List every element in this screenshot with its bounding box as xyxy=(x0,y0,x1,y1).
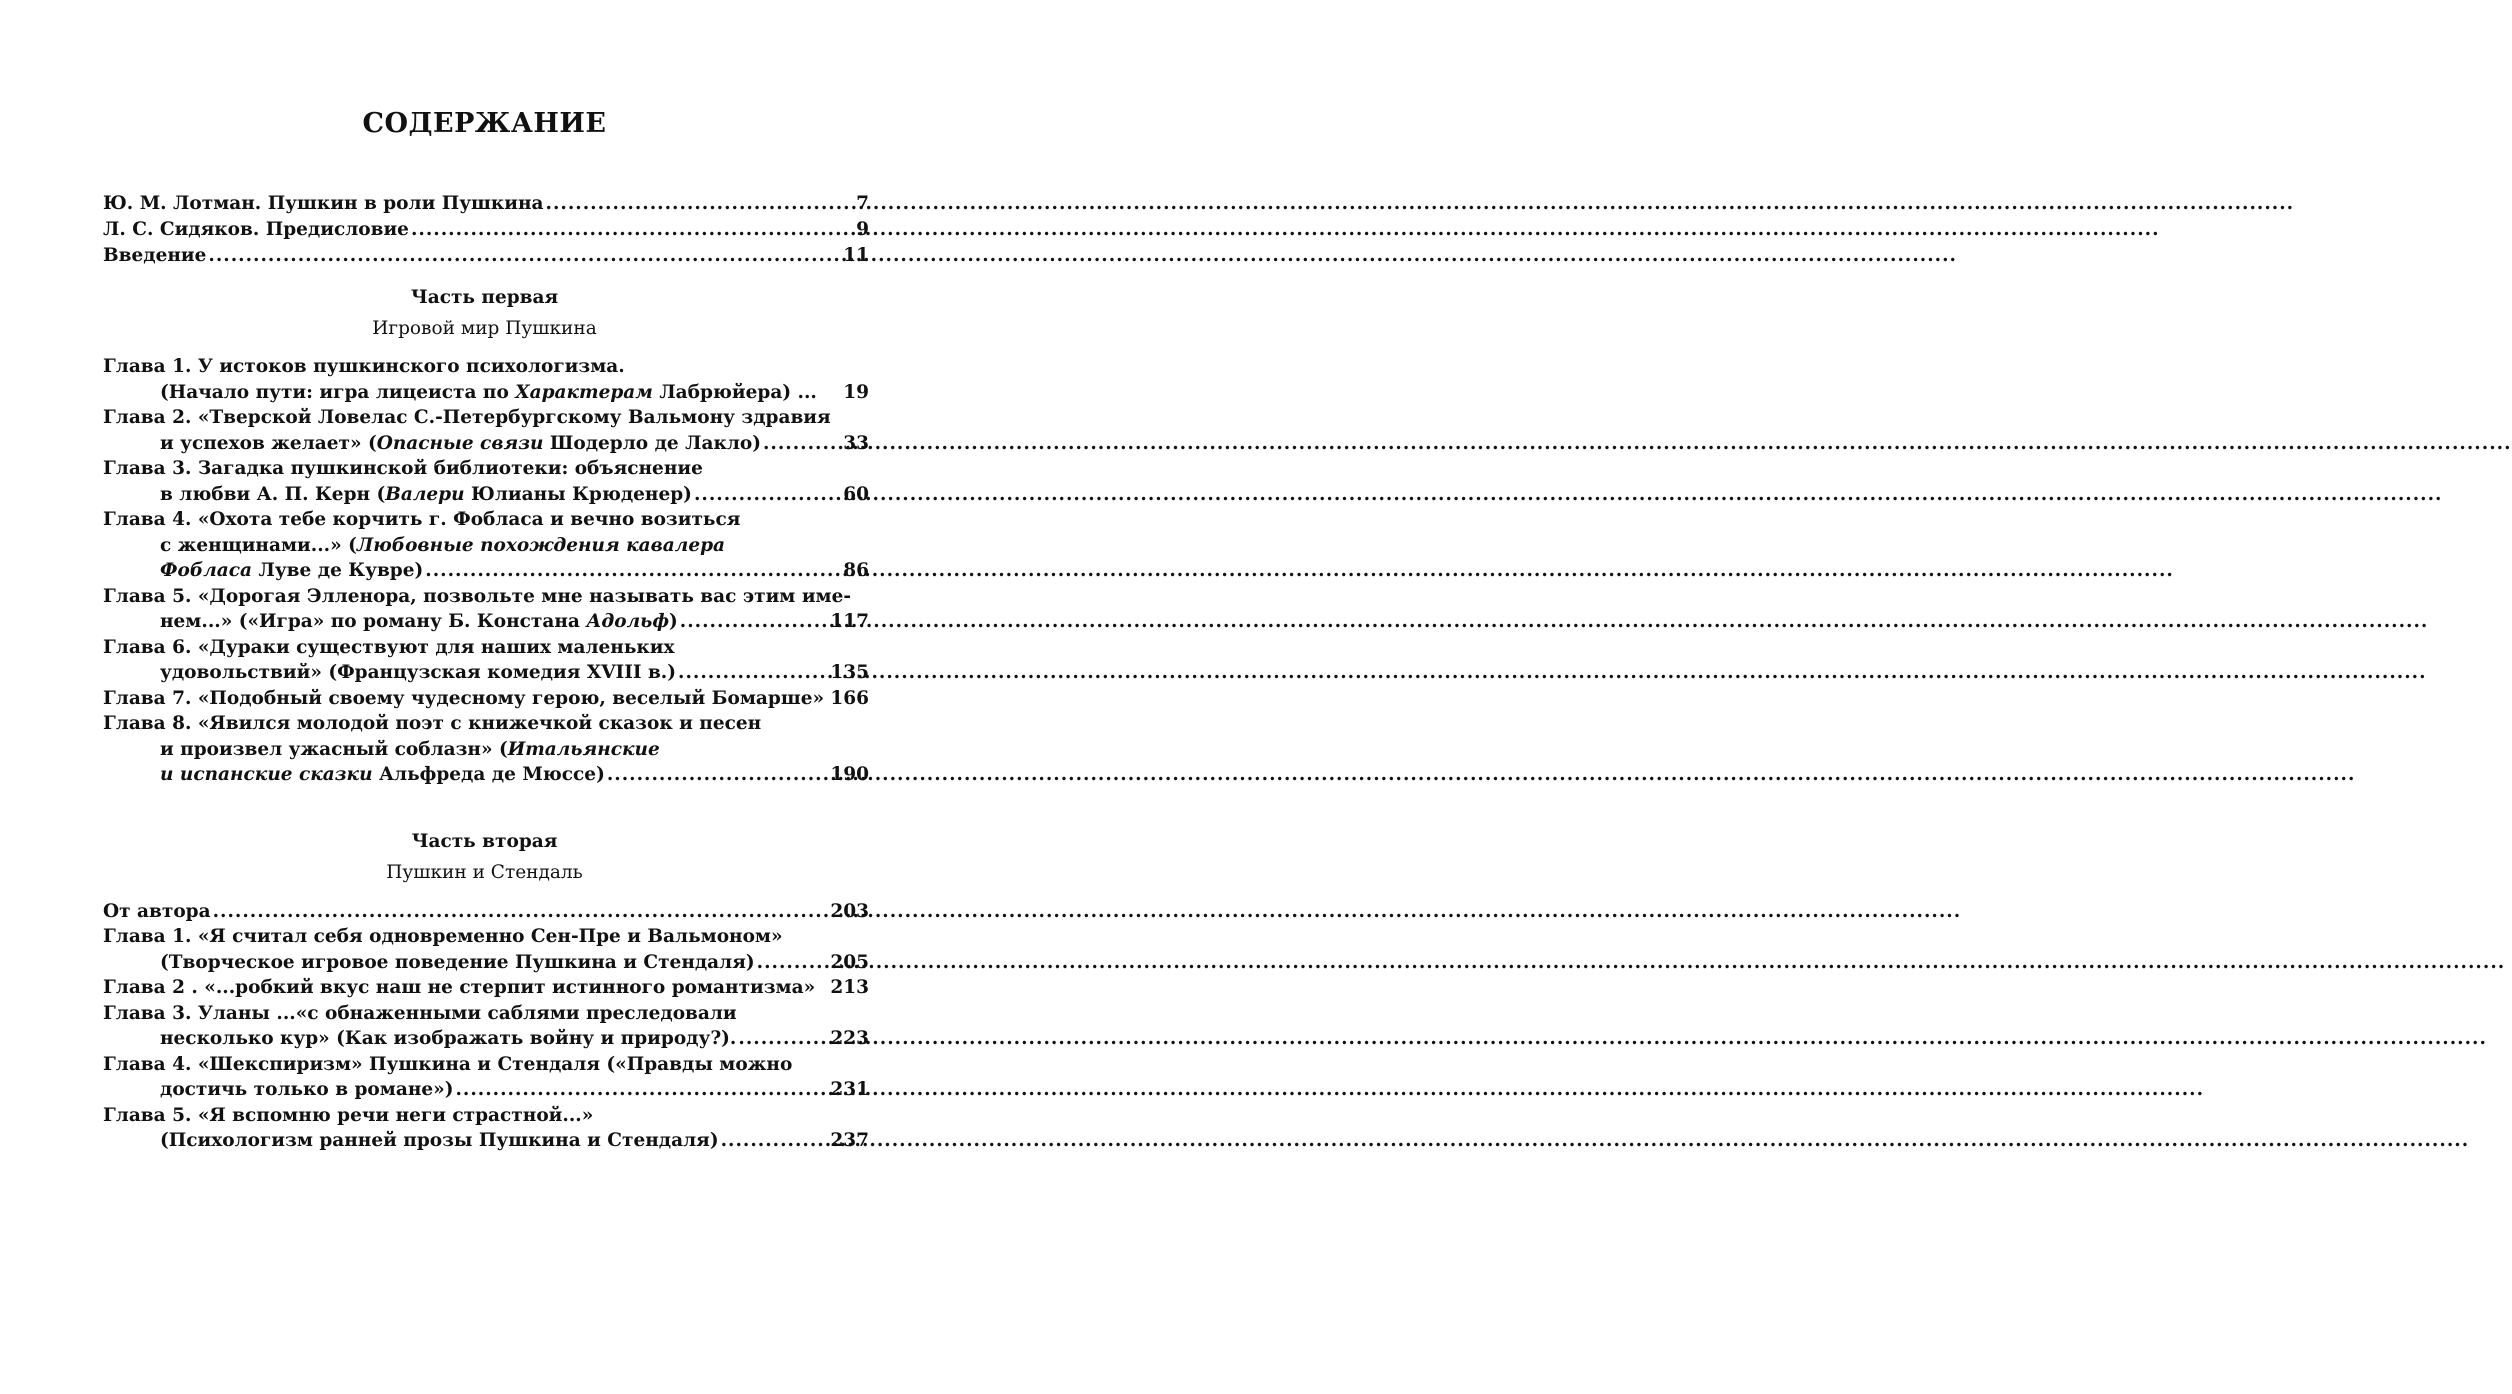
part-subtitle: Пушкин и Стендаль xyxy=(386,862,583,883)
part-heading: Часть вторая xyxy=(411,831,558,852)
page-number: 223 xyxy=(830,1028,869,1049)
page-number: 166 xyxy=(830,688,869,709)
toc-entry-cont: (Начало пути: игра лицеиста по Характерам Лабрюйера) ... 19 xyxy=(160,380,869,406)
page-number: 135 xyxy=(830,662,869,683)
page-number: 7 xyxy=(856,193,869,214)
toc-entry: Глава 3. Загадка пушкинской библиотеки: объяснение xyxy=(103,458,703,479)
page-number: 213 xyxy=(830,977,869,998)
toc-page xyxy=(0,0,969,1394)
part-heading: Часть первая xyxy=(410,287,559,308)
toc-entry: Глава 4. «Охота тебе корчить г. Фобласа и вечно возиться xyxy=(103,509,741,530)
toc-entry-cont: удовольствий» (Французская комедия XVIII в.) ..... 135 xyxy=(160,660,869,686)
toc-entry: Глава 5. «Дорогая Элленора, позвольте мне называть вас этим име- xyxy=(103,586,852,607)
toc-entry: Глава 2. «Тверской Ловелас С.-Петербургскому Вальмону здравия xyxy=(103,407,831,428)
toc-entry: От автора ..... 203 xyxy=(103,899,869,925)
page-number: 9 xyxy=(856,219,869,240)
page-number: 86 xyxy=(843,560,869,581)
page-number: 190 xyxy=(830,764,869,785)
page-title: СОДЕРЖАНИЕ xyxy=(362,108,607,139)
toc-entry-cont: несколько кур» (Как изображать войну и природу?). ..... 223 xyxy=(160,1026,869,1052)
page-number: 117 xyxy=(830,611,869,632)
toc-entry: Глава 7. «Подобный своему чудесному герою, веселый Бомарше» 166 xyxy=(103,686,869,712)
part-subtitle: Игровой мир Пушкина xyxy=(372,318,597,339)
page-number: 203 xyxy=(830,901,869,922)
page-number: 231 xyxy=(830,1079,869,1100)
toc-entry: Глава 3. Уланы ...«с обнаженными саблями преследовали xyxy=(103,1003,737,1024)
page-number: 19 xyxy=(843,382,869,403)
toc-entry: Глава 2 . «...робкий вкус наш не стерпит истинного романтизма» 213 xyxy=(103,975,869,1001)
toc-entry-cont: и успехов желает» (Опасные связи Шодерло де Лакло) ..... 33 xyxy=(160,431,869,457)
toc-entry: Глава 4. «Шекспиризм» Пушкина и Стендаля («Правды можно xyxy=(103,1054,793,1075)
page-number: 11 xyxy=(843,245,869,266)
toc-entry: Глава 6. «Дураки существуют для наших маленьких xyxy=(103,637,675,658)
toc-entry-cont: нем...» («Игра» по роману Б. Констана Адольф) ..... 117 xyxy=(160,609,869,635)
toc-entry-cont: достичь только в романе») ..... 231 xyxy=(160,1077,869,1103)
toc-entry-cont: и испанские сказки Альфреда де Мюссе) ..... 190 xyxy=(160,762,869,788)
toc-entry-cont: в любви А. П. Керн (Валери Юлианы Крюденер) ..... 60 xyxy=(160,482,869,508)
toc-entry-cont: (Психологизм ранней прозы Пушкина и Стендаля) ..... 237 xyxy=(160,1128,869,1154)
toc-entry: Глава 1. У истоков пушкинского психологизма. xyxy=(103,356,625,377)
toc-entry: Глава 5. «Я вспомню речи неги страстной...» xyxy=(103,1105,594,1126)
toc-entry: Глава 8. «Явился молодой поэт с книжечкой сказок и песен xyxy=(103,713,762,734)
toc-entry-cont: (Творческое игровое поведение Пушкина и Стендаля) ..... 205 xyxy=(160,950,869,976)
toc-entry-cont: Фобласа Луве де Кувре) ..... 86 xyxy=(160,558,869,584)
page-number: 205 xyxy=(830,952,869,973)
toc-entry: Введение ..... 11 xyxy=(103,243,869,269)
page-number: 237 xyxy=(830,1130,869,1151)
page-number: 33 xyxy=(843,433,869,454)
toc-entry: Ю. М. Лотман. Пушкин в роли Пушкина ..... 7 xyxy=(103,191,869,217)
toc-entry: Глава 1. «Я считал себя одновременно Сен-Пре и Вальмоном» xyxy=(103,926,783,947)
page-number: 60 xyxy=(843,484,869,505)
toc-entry-cont: и произвел ужасный соблазн» (Итальянские xyxy=(160,739,660,760)
toc-entry-cont: с женщинами...» (Любовные похождения кавалера xyxy=(160,535,726,556)
toc-entry: Л. С. Сидяков. Предисловие ..... 9 xyxy=(103,217,869,243)
